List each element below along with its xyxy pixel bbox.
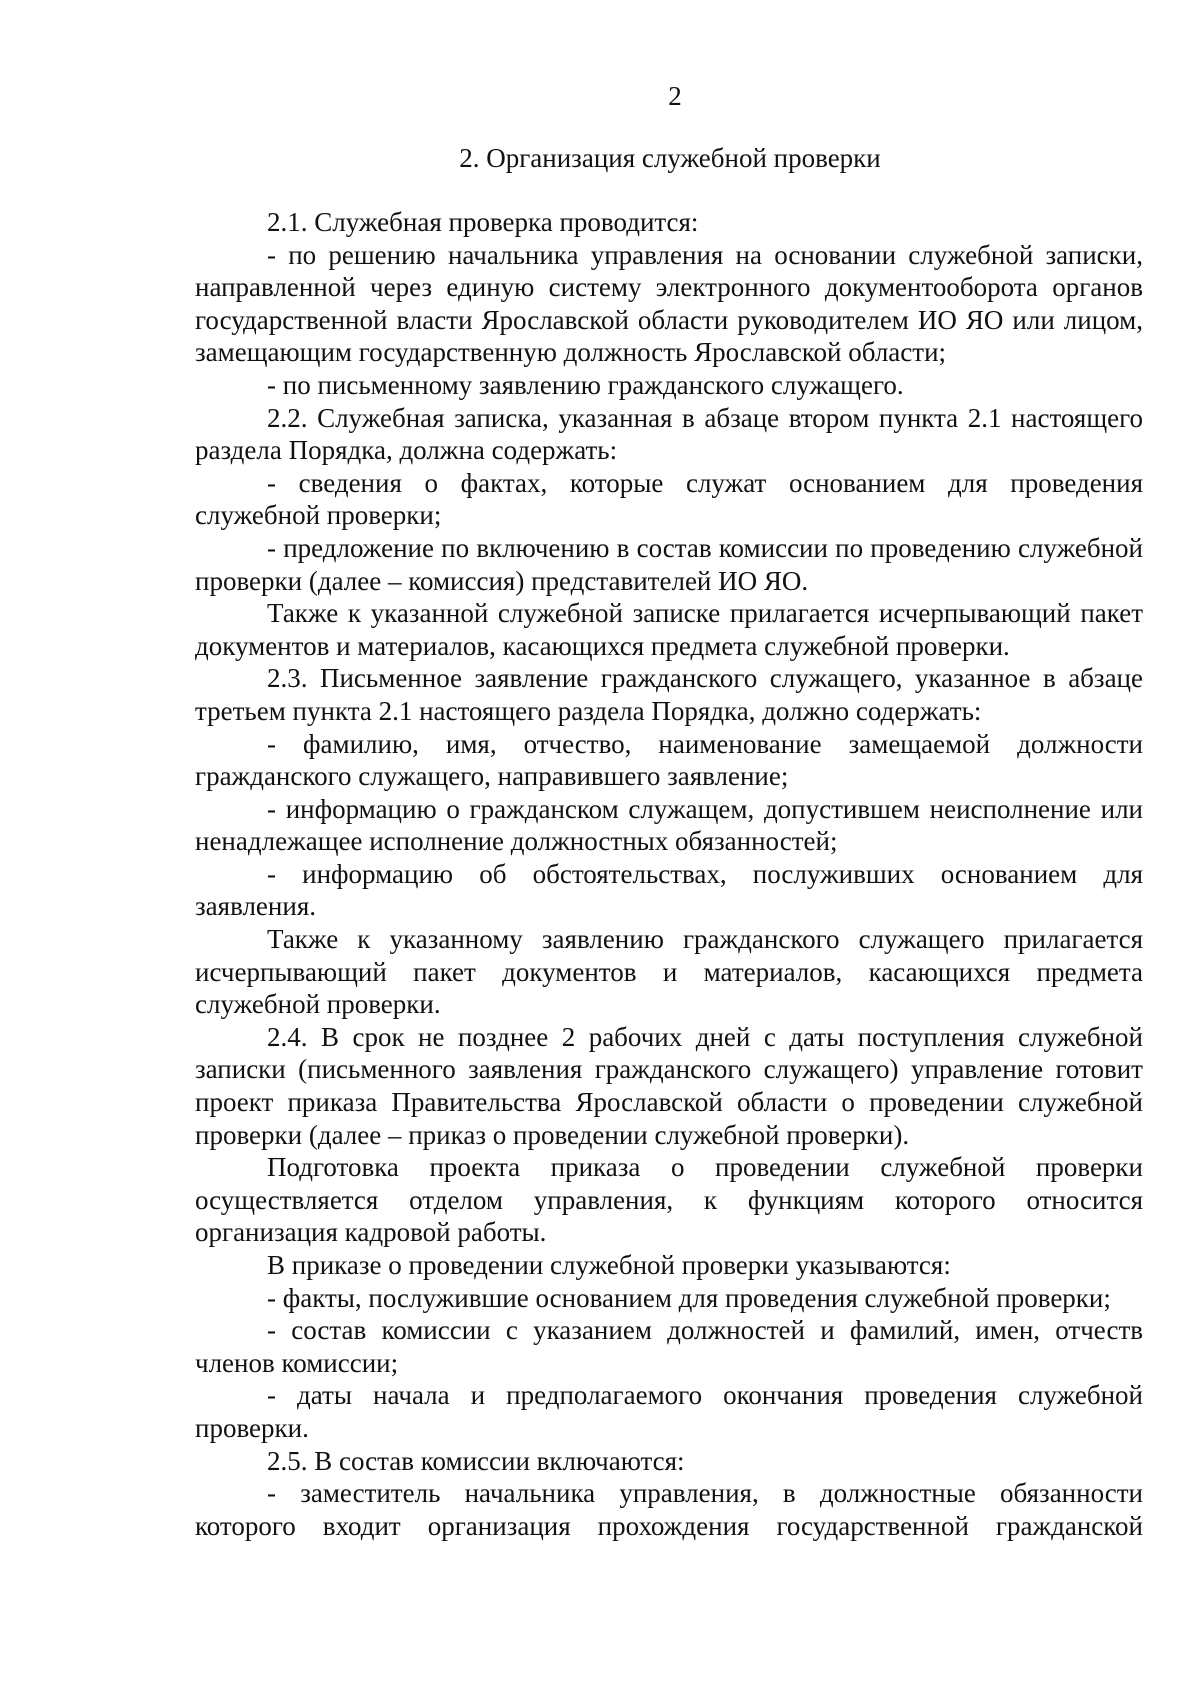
paragraph: - предложение по включению в состав комиссии по проведению служебной проверки (далее – комиссия) представителей ИО ЯО. xyxy=(195,532,1143,596)
section-title: 2. Организация служебной проверки xyxy=(459,143,881,173)
paragraph: 2.5. В состав комиссии включаются: xyxy=(267,1445,685,1476)
paragraph: - сведения о фактах, которые служат основанием для проведения служебной проверки; xyxy=(195,467,1143,531)
paragraph: - информацию о гражданском служащем, допустившем неисполнение или ненадлежащее исполнение должностных обязанностей; xyxy=(195,793,1143,857)
paragraph: В приказе о проведении служебной проверки указываются: xyxy=(267,1250,951,1280)
paragraph: 2.2. Служебная записка, указанная в абзаце втором пункта 2.1 настоящего раздела Порядка, должна содержать: xyxy=(195,402,1143,466)
paragraph: - заместитель начальника управления, в должностные обязанности которого входит организация прохождения государственной гражданской xyxy=(195,1478,1143,1541)
paragraph: Также к указанной служебной записке прилагается исчерпывающий пакет документов и материалов, касающихся предмета служебной проверки. xyxy=(195,598,1143,661)
paragraph: 2.3. Письменное заявление гражданского служащего, указанное в абзаце третьем пункта 2.1 настоящего раздела Порядка, должно содержать: xyxy=(195,663,1143,726)
paragraph: 2.1. Служебная проверка проводится: xyxy=(267,207,699,237)
paragraph: - по письменному заявлению гражданского служащего. xyxy=(267,369,904,400)
paragraph: - состав комиссии с указанием должностей и фамилий, имен, отчеств членов комиссии; xyxy=(195,1315,1143,1378)
paragraph: Подготовка проекта приказа о проведении служебной проверки осуществляется отделом управления, к функциям которого относится организация кадровой работы. xyxy=(195,1152,1143,1248)
paragraph: - фамилию, имя, отчество, наименование замещаемой должности гражданского служащего, направившего заявление; xyxy=(195,728,1143,792)
document-body xyxy=(195,206,1143,1542)
paragraph: - по решению начальника управления на основании служебной записки, направленной через единую систему электронного документооборота органов государственной власти Ярославской области руководителем ИО ЯО или лицом, замещающим государственную должность Ярославской области; xyxy=(195,239,1143,368)
paragraph: - даты начала и предполагаемого окончания проведения служебной проверки. xyxy=(195,1380,1143,1443)
paragraph: - факты, послужившие основанием для проведения служебной проверки; xyxy=(267,1282,1111,1313)
paragraph: 2.4. В срок не позднее 2 рабочих дней с даты поступления служебной записки (письменного заявления гражданского служащего) управление готовит проект приказа Правительства Ярославской области о проведении служебной проверки (далее – приказ о проведении служебной проверки). xyxy=(195,1021,1143,1150)
paragraph: Также к указанному заявлению гражданского служащего прилагается исчерпывающий пакет документов и материалов, касающихся предмета служебной проверки. xyxy=(195,924,1143,1020)
page-number: 2 xyxy=(668,81,682,111)
paragraph: - информацию об обстоятельствах, послуживших основанием для заявления. xyxy=(195,858,1143,922)
